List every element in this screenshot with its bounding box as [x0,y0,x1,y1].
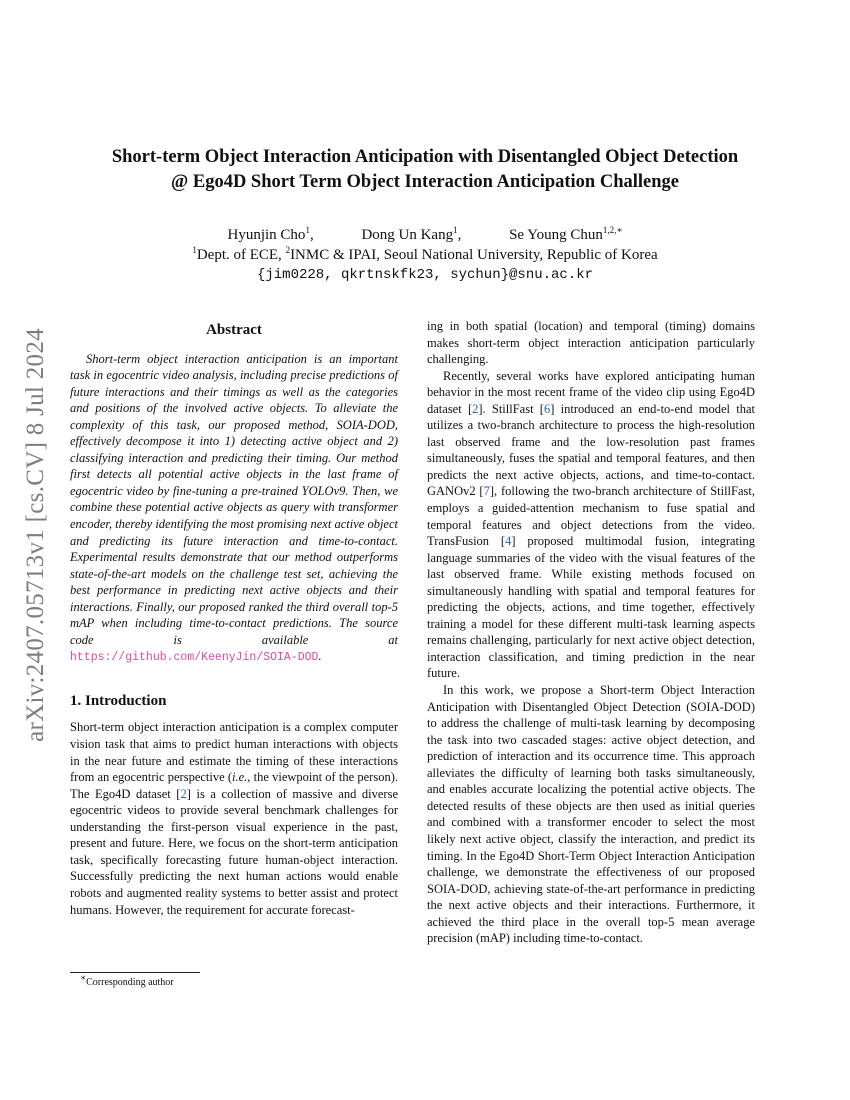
citation-link[interactable]: 6 [543,401,551,416]
intro-paragraph-1: Short-term object interaction anticipation is a complex computer vision task that aims to predict human interactions with objects in the near future and estimate the timing of these interactions from an egocentric perspective (i.e., the viewpoint of the person). The Ego4D dataset [2] is a collection of massive and diverse egocentric videos to provide several benchmark challenges for understanding the first-person visual experience in the past, present and future. Here, we focus on the short-term anticipation task, specifically forecasting future human-object interaction. Successfully predicting the next human actions would enable robots and augmented reality systems to better assist and protect humans. However, the requirement for accurate forecast- [70,720,398,917]
author-3: Se Young Chun$^{1,2,∗}$ [509,225,623,243]
left-column [70,318,398,918]
arxiv-sidebar [20,300,52,770]
abstract-text: Short-term object interaction anticipation is an important task in egocentric video analysis, including precise predictions of future interactions and their timings as well as the categories and positions of the involved active objects. To alleviate the complexity of this task, our proposed method, SOIA-DOD, effectively decompose it into 1) detecting active object and 2) classifying interaction and predicting their timing. Our method first detects all potential active objects in the last frame of egocentric video by fine-tuning a pre-trained YOLOv9. Then, we combine these potential active objects as query with transformer encoder, thereby identifying the most promising next active object and predicting its future interaction and time-to-contact. Experimental results demonstrate that our method outperforms state-of-the-art models on the challenge test set, achieving the best performance in predicting next active objects and their interactions. Finally, our proposed ranked the third overall top-5 mAP when including time-to-contact predictions. The source code is available at https://github.com/KeenyJin/SOIA-DOD. [70,351,398,665]
footnote: ∗Corresponding author [80,972,174,988]
title-line-2: @ Ego4D Short Term Object Interaction Anticipation Challenge [171,172,679,192]
right-column [427,318,755,947]
intro-paragraph-1-continued: ing in both spatial (location) and temporal (timing) domains makes short-term object interaction anticipation particularly challenging. [427,319,755,367]
affiliations: $^1$Dept. of ECE, $^2$INMC & IPAI, Seoul National University, Republic of Korea [192,245,658,263]
author-emails: {jim0228, qkrtnskfk23, sychun}@snu.ac.kr [256,267,594,283]
paper-title [60,145,790,195]
citation-link[interactable]: 2 [472,401,479,416]
author-names [100,225,750,245]
intro-heading: 1. Introduction [70,692,167,709]
author-2: Dong Un Kang$^1$, [361,225,462,243]
author-1: Hyunjin Cho$^1$, [227,225,314,243]
source-code-link[interactable]: https://github.com/KeenyJin/SOIA-DOD [70,651,319,665]
citation-link[interactable]: 2 [180,786,187,801]
intro-paragraph-3: In this work, we propose a Short-term Object Interaction Anticipation with Disentangled Object Detection (SOIA-DOD) to address the challenge of multi-task learning by decomposing the task into two cascaded stages: active object detection, and prediction of interaction and its occurrence time. This approach alleviates the difficulty of learning both tasks simultaneously, and enables accurate localizing the potential active objects. The detected results of these objects are then used as initial queries and combined with a transformer encoder to select the most likely next active object, classify the interaction, and predict its timing. In the Ego4D Short-Term Object Interaction Anticipation challenge, we demonstrate the effectiveness of our proposed SOIA-DOD, achieving state-of-the-art performance in predicting the next active objects and their interactions. Furthermore, it achieved the third place in the overall top-5 mean average precision (mAP) including time-to-contact. [427,683,755,946]
abstract-heading: Abstract [206,322,262,338]
citation-link[interactable]: 4 [505,534,512,549]
footnote-rule [70,972,200,973]
citation-link[interactable]: 7 [483,484,490,499]
author-block [100,225,750,285]
arxiv-identifier: arXiv:2407.05713v1 [cs.CV] 8 Jul 2024 [22,328,49,742]
intro-paragraph-2: Recently, several works have explored anticipating human behavior in the most recent frame of the video clip using Ego4D dataset [2]. StillFast [6] introduced an end-to-end model that utilizes a two-branch architecture to process the high-resolution last observed frame and the low-resolution past frames simultaneously, fuses the spatial and temporal features, and then predicts the next active objects, actions, and time-to-contact. GANOv2 [7], following the two-branch architecture of StillFast, employs a guided-attention mechanism to fuse spatial and temporal features and object detections from the video. TransFusion [4] proposed multimodal fusion, integrating language summaries of the video with the visual features of the last observed frame. While existing methods focused on simultaneously handling with spatial and temporal features for predicting the objects, actions, and time together, effectively training a model for these different multi-task learning aspects remains challenging, particularly for next active object detection, interaction classification, and timing prediction in the near future. [427,368,755,681]
title-line-1: Short-term Object Interaction Anticipation with Disentangled Object Detection [111,147,739,167]
